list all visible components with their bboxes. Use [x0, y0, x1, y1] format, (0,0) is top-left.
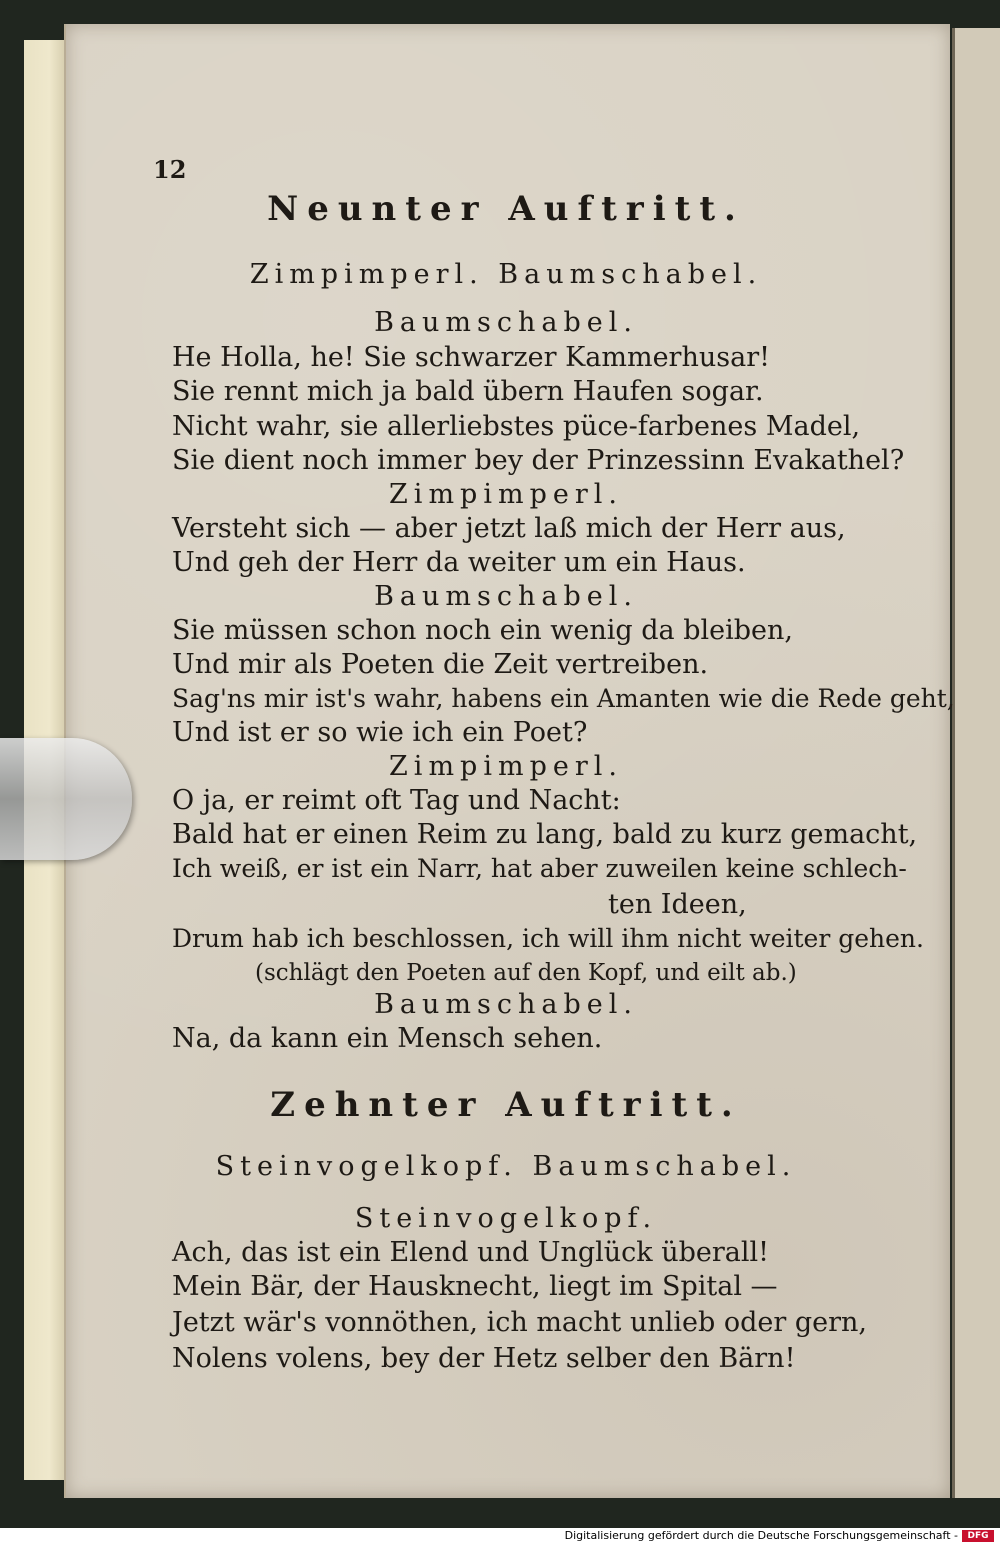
verse-continuation: ten Ideen, — [608, 889, 747, 920]
verse-line: Und geh der Herr da weiter um ein Haus. — [172, 547, 746, 578]
scene-heading-10: Zehnter Auftritt. — [270, 1085, 742, 1125]
verse-line: Und mir als Poeten die Zeit vertreiben. — [172, 649, 709, 680]
verse-line: Sie rennt mich ja bald übern Haufen sogar. — [172, 376, 764, 407]
speaker-label: Baumschabel. — [374, 581, 638, 612]
verse-line: Na, da kann ein Mensch sehen. — [172, 1023, 603, 1054]
speaker-label: Baumschabel. — [374, 989, 638, 1020]
footer-credit: Digitalisierung gefördert durch die Deutsche Forschungsgemeinschaft - — [564, 1529, 958, 1542]
verse-line: Versteht sich — aber jetzt laß mich der Herr aus, — [172, 513, 846, 544]
verse-line: Nicht wahr, sie allerliebstes püce-farbenes Madel, — [172, 411, 861, 442]
verse-line: Sie müssen schon noch ein wenig da bleiben, — [172, 615, 793, 646]
next-page-edge — [952, 28, 1000, 1498]
verse-line: Sag'ns mir ist's wahr, habens ein Amanten wie die Rede geht, — [172, 684, 955, 713]
page-number: 12 — [153, 155, 187, 184]
verse-line: Bald hat er einen Reim zu lang, bald zu kurz gemacht, — [172, 819, 918, 850]
verse-line: Nolens volens, bey der Hetz selber den Bärn! — [172, 1343, 796, 1374]
verse-line: Sie dient noch immer bey der Prinzessinn Evakathel? — [172, 445, 905, 476]
verse-line: Ach, das ist ein Elend und Unglück überall! — [172, 1237, 770, 1268]
verse-line: Mein Bär, der Hausknecht, liegt im Spital — — [172, 1271, 778, 1302]
verse-line: Jetzt wär's vonnöthen, ich macht unlieb oder gern, — [172, 1307, 868, 1338]
verse-line: O ja, er reimt oft Tag und Nacht: — [172, 785, 621, 816]
speaker-label: Zimpimperl. — [389, 479, 623, 510]
scene-characters-10: Steinvogelkopf. Baumschabel. — [215, 1151, 797, 1182]
scene-heading-9: Neunter Auftritt. — [267, 189, 745, 229]
dfg-logo: DFG — [962, 1530, 994, 1542]
speaker-label: Baumschabel. — [374, 307, 638, 338]
verse-line: Und ist er so wie ich ein Poet? — [172, 717, 588, 748]
speaker-label: Zimpimperl. — [389, 751, 623, 782]
verse-line: Drum hab ich beschlossen, ich will ihm nicht weiter gehen. — [172, 924, 924, 953]
footer-bar — [0, 1528, 1000, 1545]
scene-characters-9: Zimpimperl. Baumschabel. — [249, 259, 763, 290]
verse-line: Ich weiß, er ist ein Narr, hat aber zuweilen keine schlech- — [172, 854, 907, 883]
speaker-label: Steinvogelkopf. — [354, 1203, 658, 1234]
verse-line: He Holla, he! Sie schwarzer Kammerhusar! — [172, 342, 770, 373]
stage-direction: (schlägt den Poeten auf den Kopf, und eilt ab.) — [255, 960, 797, 986]
